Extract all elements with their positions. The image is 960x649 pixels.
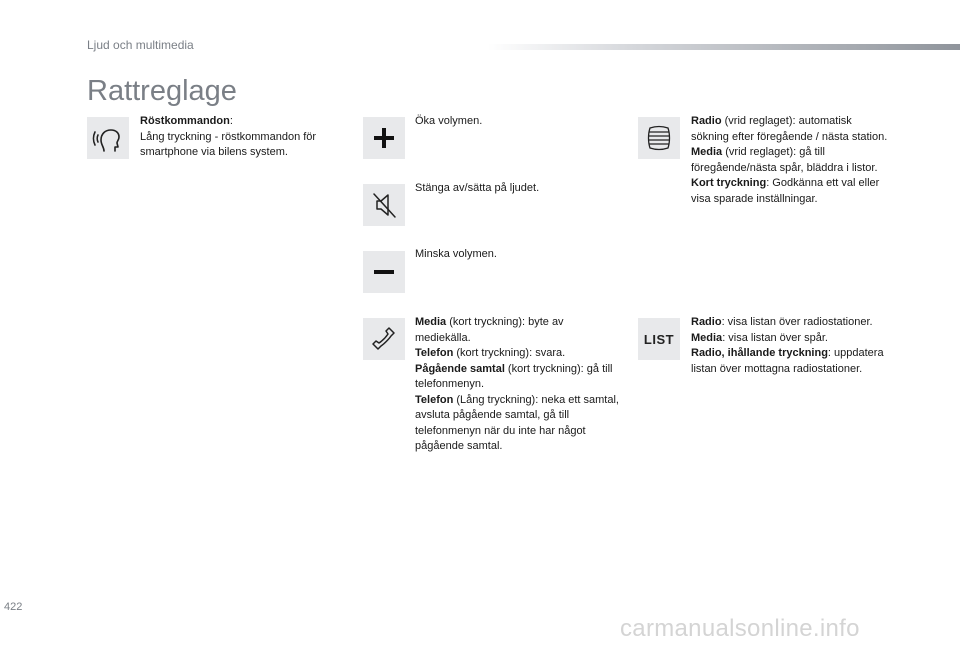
header-bar — [488, 44, 960, 50]
phone-icon — [363, 318, 405, 360]
volume-down-description: Minska volymen. — [415, 248, 497, 260]
voice-command-icon — [87, 117, 129, 159]
minus-icon — [363, 251, 405, 293]
list-label: LIST — [643, 331, 675, 347]
list-button-icon — [638, 318, 680, 360]
mute-icon — [363, 184, 405, 226]
volume-up-description: Öka volymen. — [415, 115, 483, 127]
phone-button-description: Media (kort tryckning): byte av mediekälla. Telefon (kort tryckning): svara. Pågående samtal (kort tryckning): gå till telefonmenyn. Telefon (Lång tryckning): neka ett samtal, avsluta pågående samtal, gå till telefonmenyn när du inte har något pågående samtal. — [415, 316, 619, 452]
mute-description: Stänga av/sätta på ljudet. — [415, 182, 540, 194]
list-button-description: Radio: visa listan över radiostationer. Media: visa listan över spår. Radio, ihållande tryckning: uppdatera listan över mottagna radiostationer. — [691, 316, 884, 375]
thumbwheel-description: Radio (vrid reglaget): automatisk sökning efter föregående / nästa station. Media (vrid reglaget): gå till föregående/nästa spår, bläddra i listor. Kort tryckning: Godkänna ett val eller visa sparade inställningar. — [691, 115, 888, 205]
thumbwheel-icon — [638, 117, 680, 159]
voice-command-label: Röstkommandon — [140, 115, 230, 127]
watermark: carmanualsonline.info — [620, 615, 860, 642]
page-number: 422 — [4, 601, 23, 613]
voice-command-description: Röstkommandon: Lång tryckning - röstkommandon för smartphone via bilens system. — [140, 115, 317, 158]
section-label: Ljud och multimedia — [87, 38, 194, 52]
plus-icon — [363, 117, 405, 159]
page-title: Rattreglage — [87, 75, 237, 107]
